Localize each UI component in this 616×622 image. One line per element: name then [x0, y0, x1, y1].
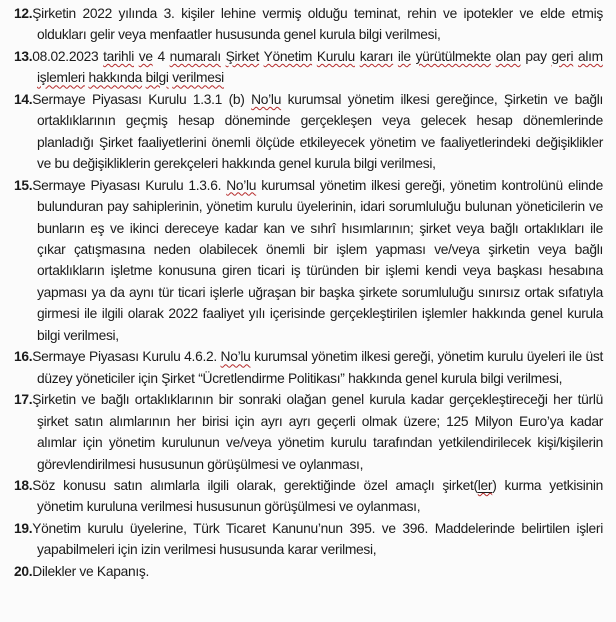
- red-squiggle-text: olan: [495, 48, 521, 64]
- agenda-item-text: Yönetim kurulu üyelerine, Türk Ticaret Kanunu’nun 395. ve 396. Maddelerinde belirtilen işleri yapabilmeleri için izin verilmesi hususunda karar verilmesi,: [32, 520, 603, 558]
- red-squiggle-text: numaralı: [169, 48, 221, 64]
- red-squiggle-text: verilmesi: [172, 70, 224, 86]
- agenda-item-16: [14, 346, 603, 389]
- agenda-item-19: [14, 518, 603, 561]
- red-squiggle-text: ile: [397, 48, 411, 64]
- red-squiggle-text: bilgi: [145, 70, 169, 86]
- agenda-item-14: [14, 89, 603, 175]
- red-squiggle-text: Şirket: [225, 48, 260, 64]
- red-squiggle-text: Kurulu: [316, 48, 355, 64]
- agenda-item-text: pay: [520, 48, 552, 64]
- agenda-item-15: [14, 175, 603, 347]
- agenda-item-number: 19.: [14, 520, 33, 536]
- agenda-item-text: ) kurma yetkisinin yönetim kuruluna verilmesi hususunun görüşülmesi ve oylanması,: [37, 477, 603, 515]
- agenda-item-17: [14, 389, 603, 475]
- agenda-item-text: kurumsal yönetim ilkesi gereğince, Şirketin ve bağlı ortaklıklarının geçmiş hesap döneminde gerçekleşen veya gelecek hesap dönemlerinde planladığı Şirket faaliyetlerini önemli ölçüde etkileyecek yönetim ve faaliyetlerindeki değişiklikler ve bu değişikliklerin gerekçeleri hakkında genel kurula bilgi verilmesi,: [37, 91, 603, 172]
- agenda-item-text: kurumsal yönetim ilkesi gereği, yönetim kurulu üyeleri ile üst düzey yöneticiler için Şirket “Ücretlendirme Politikası” hakkında genel kurula bilgi verilmesi,: [37, 349, 603, 386]
- agenda-item-text: Sermaye Piyasası Kurulu 1.3.6.: [32, 177, 227, 193]
- agenda-item-text: Şirketin ve bağlı ortaklıklarının bir sonraki olağan genel kurula kadar gerçekleştireceği her türlü şirket satın alımlarının her birisi için ayrı ayrı geçerli olmak üzere; 125 Milyon Euro’ya kadar alımlar için yönetim kurulunun ve/veya yönetim kurulu tarafından yetkilendirilecek kişi/kişilerin görevlendirilmesi hususunun görüşülmesi ve oylanması,: [32, 392, 603, 472]
- agenda-item-13: [14, 46, 603, 89]
- agenda-item-text: Dilekler ve Kapanış.: [32, 563, 149, 579]
- underlined-text: [478, 478, 492, 493]
- agenda-item-18: [14, 475, 603, 518]
- agenda-list: [14, 3, 603, 582]
- agenda-item-number: 14.: [14, 91, 33, 107]
- red-squiggle-text: No’lu: [226, 177, 257, 193]
- agenda-item-number: 13.: [14, 48, 33, 64]
- red-squiggle-text: ve: [138, 48, 153, 64]
- red-squiggle-text: Yönetim: [263, 48, 313, 64]
- agenda-item-text: Söz konusu satın alımlarla ilgili olarak, gerektiğinde özel amaçlı şirket(: [32, 477, 478, 493]
- red-squiggle-text: No’lu: [251, 91, 282, 107]
- agenda-item-number: 18.: [14, 477, 33, 493]
- agenda-item-number: 16.: [14, 349, 33, 365]
- agenda-item-text: 4: [152, 48, 170, 64]
- red-squiggle-text: geri: [551, 48, 574, 64]
- agenda-item-text: Sermaye Piyasası Kurulu 4.6.2.: [32, 349, 221, 365]
- red-squiggle-text: hakkında: [88, 70, 143, 86]
- red-squiggle-text: işlemleri: [37, 70, 85, 86]
- agenda-item-12: [14, 3, 603, 46]
- red-squiggle-text: tarihli: [103, 48, 134, 64]
- agenda-item-number: 15.: [14, 177, 33, 193]
- red-squiggle-text: yürütülmekte: [415, 48, 491, 64]
- red-squiggle-text: ler: [477, 477, 493, 493]
- agenda-item-number: 20.: [14, 563, 33, 579]
- agenda-item-20: [14, 561, 603, 582]
- agenda-item-number: 12.: [14, 6, 33, 21]
- agenda-item-text: kurumsal yönetim ilkesi gereği, yönetim kontrolünü elinde bulunduran pay sahiplerinin, yönetim kurulu üyelerinin, idari sorumluluğu bulunan yöneticilerin ve bunların eş ve ikinci dereceye kadar kan ve sıhrî hısımlarının; şirket veya bağlı ortaklıkları ile çıkar çatışmasına neden olabilecek önemli bir işlem yapması ve/veya şirketin veya bağlı ortaklıkların işletme konusuna giren ticari iş türünden bir işlemi kendi veya başkası hesabına yapması ya da aynı tür ticari işlerle uğraşan bir başka şirkete sorumluluğu sınırsız ortak sıfatıyla girmesi ile ilgili olarak 2022 faaliyet yılı içerisinde gerçekleştirilen işlemler hakkında genel kurula bilgi verilmesi,: [37, 177, 603, 343]
- red-squiggle-text: alım: [578, 48, 603, 64]
- red-squiggle-text: kararı: [359, 48, 394, 64]
- agenda-item-number: 17.: [14, 392, 33, 408]
- agenda-item-text: Sermaye Piyasası Kurulu 1.3.1 (b): [32, 91, 252, 107]
- agenda-item-text: Şirketin 2022 yılında 3. kişiler lehine vermiş olduğu teminat, rehin ve ipotekler ve elde etmiş oldukları gelir veya menfaatler hususunda genel kurula bilgi verilmesi,: [32, 6, 603, 43]
- agenda-item-text: 08.02.2023: [32, 48, 104, 64]
- red-squiggle-text: No’lu: [220, 349, 251, 365]
